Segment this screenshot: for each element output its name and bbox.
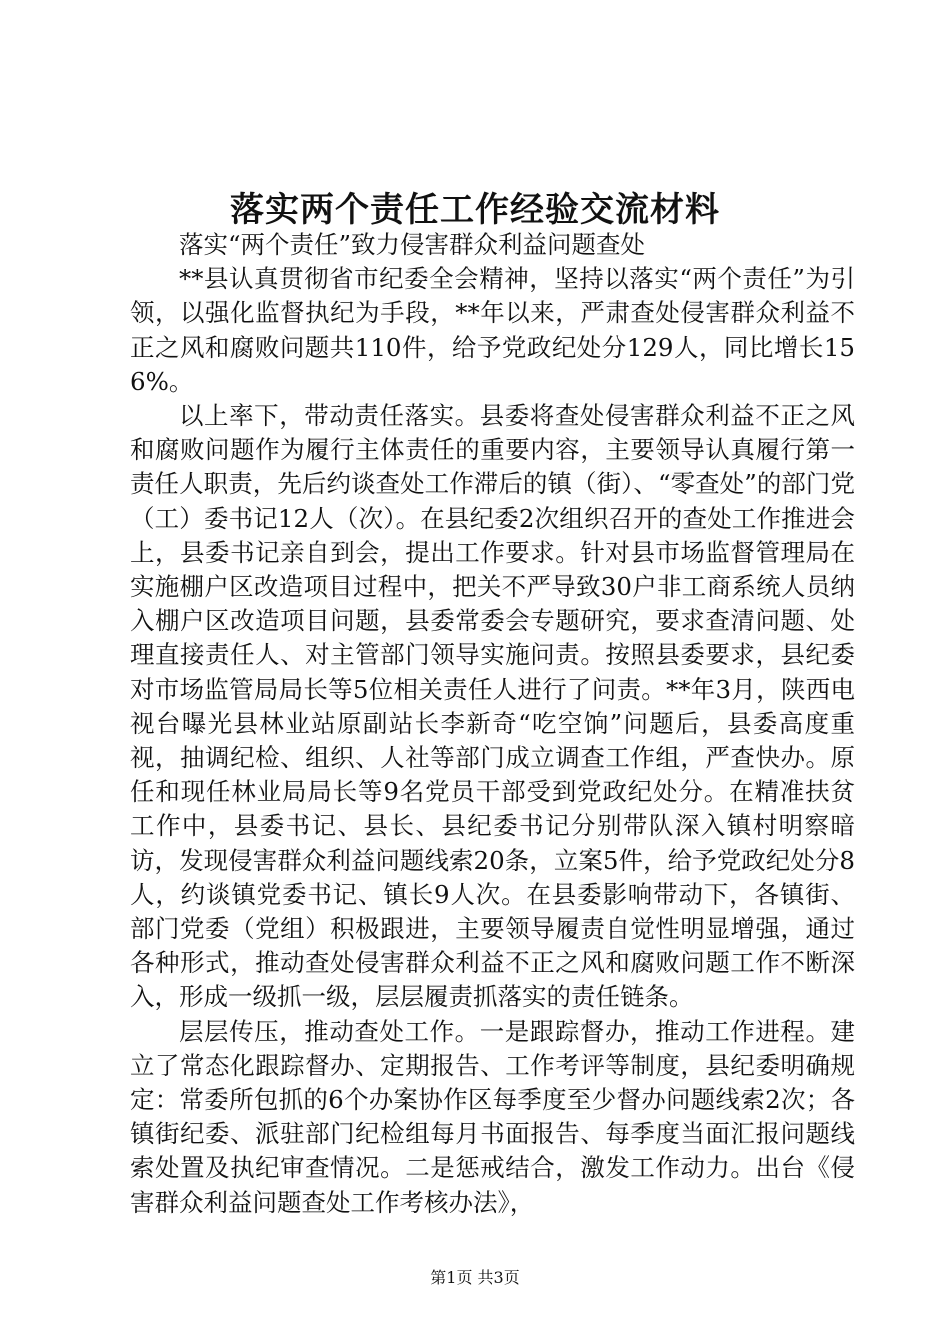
subtitle-paragraph: 落实“两个责任”致力侵害群众利益问题查处 — [179, 230, 646, 259]
page-number-footer: 第1页 共3页 — [430, 1268, 520, 1287]
document-body — [130, 228, 855, 1220]
body-paragraph: 以上率下，带动责任落实。县委将查处侵害群众利益不正之风和腐败问题作为履行主体责任的重要内容，主要领导认真履行第一责任人职责，先后约谈查处工作滞后的镇（街）、“零查处”的部门党（工）委书记12人（次）。在县纪委2次组织召开的查处工作推进会上，县委书记亲自到会，提出工作要求。针对县市场监督管理局在实施棚户区改造项目过程中，把关不严导致30户非工商系统人员纳入棚户区改造项目问题，县委常委会专题研究，要求查清问题、处理直接责任人、对主管部门领导实施问责。按照县委要求，县纪委对市场监管局局长等5位相关责任人进行了问责。**年3月，陕西电视台曝光县林业站原副站长李新奇“吃空饷”问题后，县委高度重视，抽调纪检、组织、人社等部门成立调查工作组，严查快办。原任和现任林业局局长等9名党员干部受到党政纪处分。在精准扶贫工作中，县委书记、县长、县纪委书记分别带队深入镇村明察暗访，发现侵害群众利益问题线索20条，立案5件，给予党政纪处分8人，约谈镇党委书记、镇长9人次。在县委影响带动下，各镇街、部门党委（党组）积极跟进，主要领导履责自觉性明显增强，通过各种形式，推动查处侵害群众利益不正之风和腐败问题工作不断深入，形成一级抓一级，层层履责抓落实的责任链条。 — [130, 401, 855, 1012]
body-paragraph: 层层传压，推动查处工作。一是跟踪督办，推动工作进程。建立了常态化跟踪督办、定期报告、工作考评等制度，县纪委明确规定：常委所包抓的6个办案协作区每季度至少督办问题线索2次；各镇街纪委、派驻部门纪检组每月书面报告、每季度当面汇报问题线索处置及执纪审查情况。二是惩戒结合，激发工作动力。出台《侵害群众利益问题查处工作考核办法》， — [130, 1016, 855, 1217]
document-title: 落实两个责任工作经验交流材料 — [230, 190, 720, 230]
body-paragraph: **县认真贯彻省市纪委全会精神，坚持以落实“两个责任”为引领，以强化监督执纪为手段，**年以来，严肃查处侵害群众利益不正之风和腐败问题共110件，给予党政纪处分129人，同比增长156%。 — [130, 264, 855, 396]
